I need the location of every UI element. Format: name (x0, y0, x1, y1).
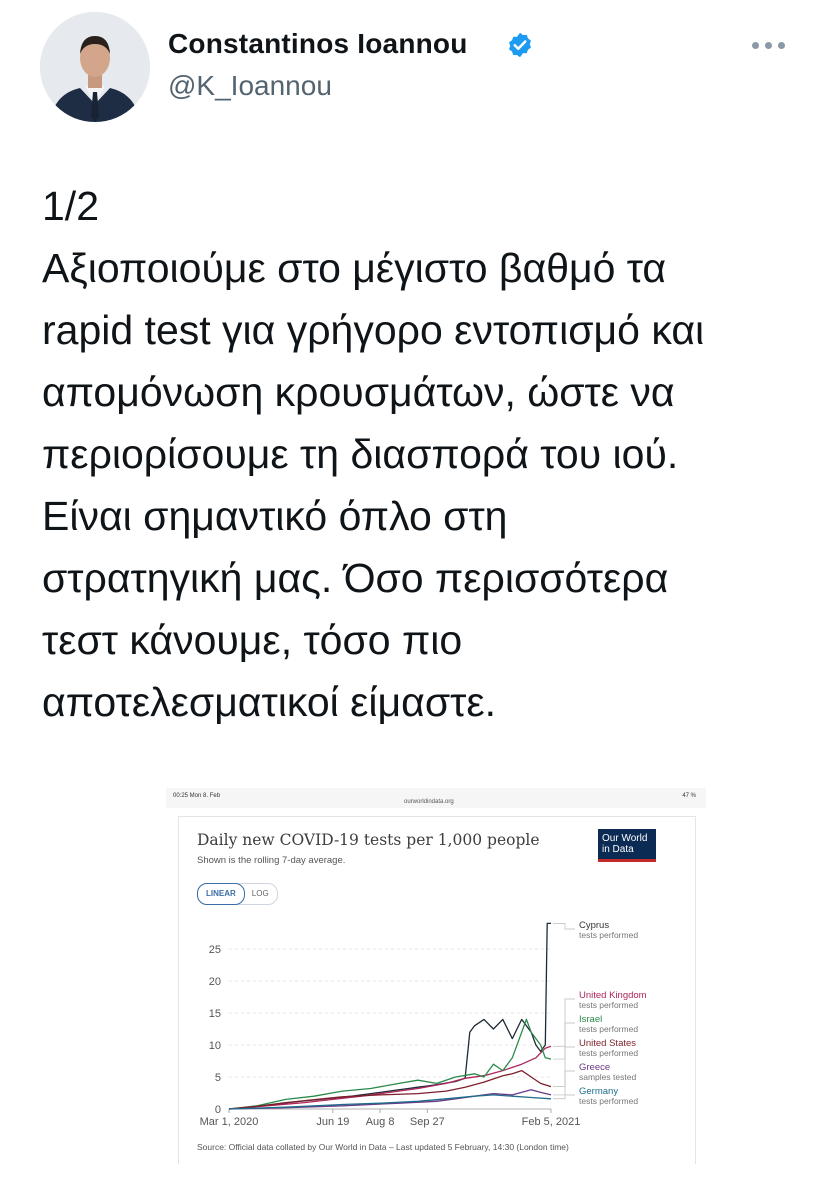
tweet-text-line: 1/2 (42, 183, 99, 229)
x-tick-label: Jun 19 (316, 1116, 350, 1128)
x-tick-label: Mar 1, 2020 (199, 1116, 259, 1128)
tweet-text-line: rapid test για γρήγορο εντοπισμό και (42, 307, 705, 353)
author-handle[interactable]: @K_Ioannou (168, 70, 332, 101)
tweet-text-line: περιορίσουμε τη διασπορά του ιού. (42, 431, 679, 477)
series-line (229, 1046, 551, 1109)
y-tick-label: 10 (208, 1040, 221, 1052)
tweet-media-image[interactable] (166, 788, 706, 1164)
tweet-text (42, 175, 802, 733)
line-chart (179, 817, 695, 1164)
legend-series-sub: tests performed (579, 1024, 639, 1034)
chart-title: Daily new COVID-19 tests per 1,000 people (197, 831, 540, 849)
author-name[interactable]: Constantinos Ioannou (168, 28, 468, 59)
tweet-text-line: Αξιοποιούμε στο μέγιστο βαθμό τα (42, 245, 667, 291)
device-status-bar (166, 788, 706, 808)
x-tick-label: Aug 8 (365, 1116, 395, 1128)
series-line (229, 923, 551, 1109)
more-options-icon[interactable] (752, 42, 786, 52)
tweet-text-line: Είναι σημαντικό όπλο στη (42, 493, 508, 539)
logo-line: Our World (602, 833, 648, 844)
chart-card (178, 816, 696, 1164)
legend-series-sub: tests performed (579, 1048, 639, 1058)
legend-series-sub: tests performed (579, 930, 639, 940)
y-tick-label: 0 (214, 1104, 221, 1116)
chart-source: Source: Official data collated by Our World in Data – Last updated 5 February, 14:30 (London time) (197, 1142, 569, 1152)
legend-series-sub: samples tested (579, 1072, 637, 1082)
verified-badge-icon (506, 31, 534, 59)
legend-series-name: Greece (579, 1062, 611, 1073)
tweet-text-line: απομόνωση κρουσμάτων, ώστε να (42, 369, 675, 415)
y-tick-label: 5 (214, 1072, 221, 1084)
tweet-text-line: τεστ κάνουμε, τόσο πιο (42, 617, 463, 663)
legend-leader-line (553, 923, 575, 929)
y-tick-label: 25 (208, 944, 221, 956)
legend-leader-line (553, 1023, 575, 1059)
log-button[interactable]: LOG (251, 889, 269, 898)
legend-leader-line (553, 1047, 575, 1087)
tweet-text-line: αποτελεσματικοί είμαστε. (42, 679, 497, 725)
legend-series-name: Israel (579, 1014, 603, 1025)
avatar[interactable] (40, 12, 150, 122)
legend-series-name: United States (579, 1038, 637, 1049)
y-tick-label: 15 (208, 1008, 221, 1020)
x-tick-label: Sep 27 (409, 1116, 445, 1128)
legend-series-sub: tests performed (579, 1000, 639, 1010)
battery-level: 47 % (682, 793, 696, 799)
legend-leader-line (553, 999, 575, 1046)
legend-series-name: Germany (579, 1086, 619, 1097)
legend-series-name: United Kingdom (579, 990, 647, 1001)
linear-button[interactable]: LINEAR (197, 883, 245, 905)
chart-subtitle: Shown is the rolling 7-day average. (197, 855, 346, 866)
legend-series-name: Cyprus (579, 920, 610, 931)
legend-leader-line (553, 1095, 575, 1099)
tweet-text-line: στρατηγική μας. Όσο περισσότερα (42, 555, 669, 601)
legend-series-sub: tests performed (579, 1096, 639, 1106)
y-tick-label: 20 (208, 976, 221, 988)
avatar-photo (40, 12, 150, 122)
status-time: 00:25 Mon 8. Feb (173, 793, 221, 799)
browser-url: ourworldindata.org (404, 799, 454, 805)
logo-line: in Data (602, 844, 634, 855)
x-tick-label: Feb 5, 2021 (521, 1116, 581, 1128)
legend-leader-line (553, 1071, 575, 1095)
